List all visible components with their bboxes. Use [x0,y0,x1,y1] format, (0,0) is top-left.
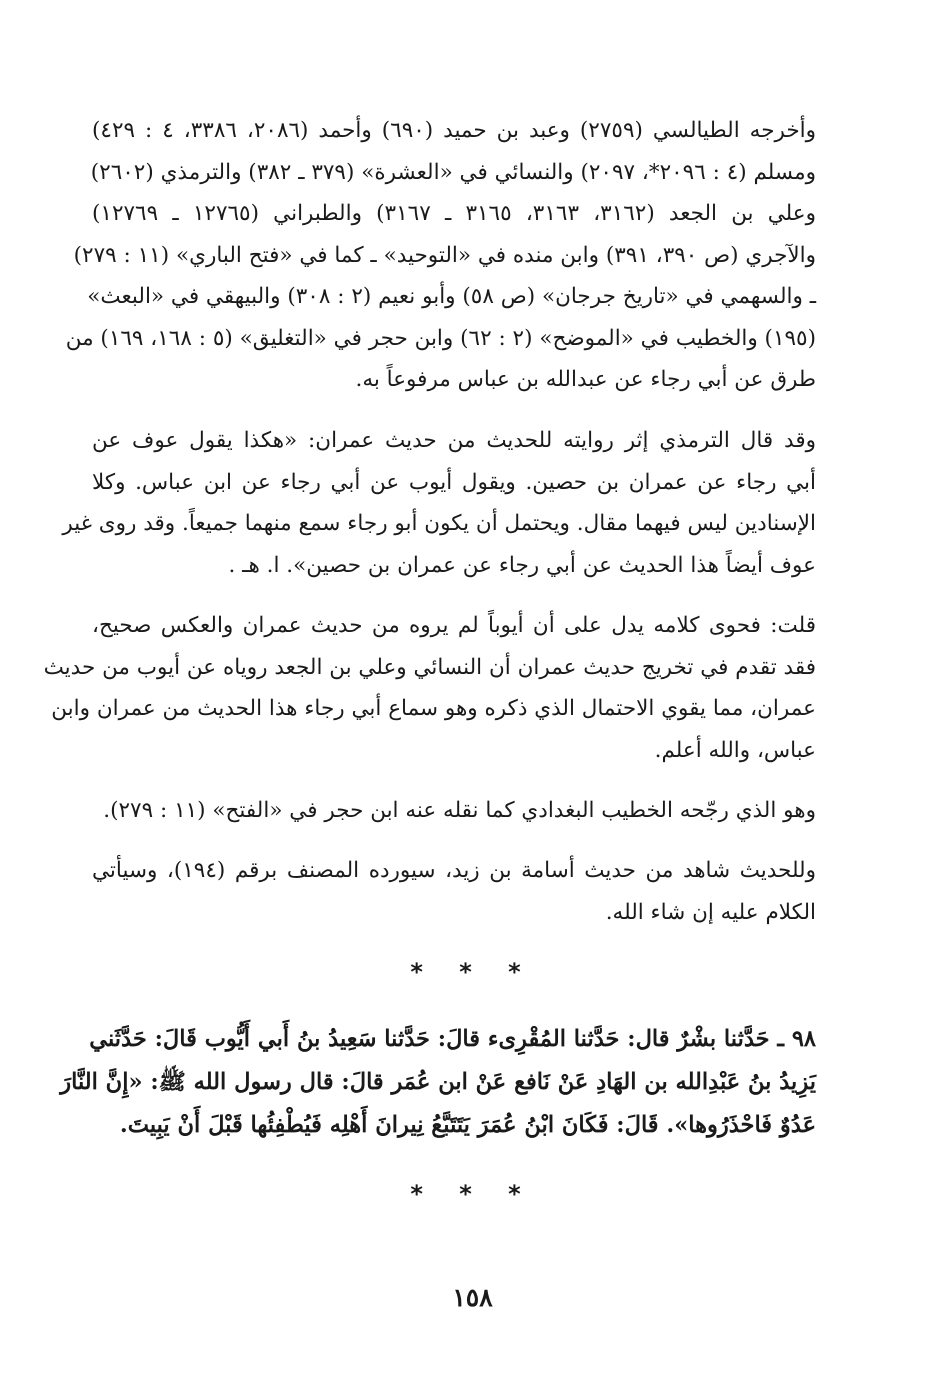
qult-line: قلت: فحوى كلامه يدل على أن أيوباً لم يروه من حديث عمران والعكس صحيح، [92,613,816,638]
tirmidhi-line: عوف أيضاً هذا الحديث عن أبي رجاء عن عمران بن حصين». ا. هـ . [228,552,816,578]
section-separator-bottom: * * * [410,1180,535,1208]
takhrij-line: وعلي بن الجعد (٣١٦٢، ٣١٦٣، ٣١٦٥ ـ ٣١٦٧) والطبراني (١٢٧٦٥ ـ ١٢٧٦٩) [92,201,816,226]
takhrij-line: والآجري (ص ٣٩٠، ٣٩١) وابن منده في «التوحيد» ـ كما في «فتح الباري» (١١ : ٢٧٩) [73,242,816,268]
takhrij-paragraph [65,110,817,401]
khatib-line: وهو الذي رجّحه الخطيب البغدادي كما نقله عنه ابن حجر في «الفتح» (١١ : ٢٧٩). [103,798,816,823]
qult-line: فقد تقدم في تخريج حديث عمران أن النسائي وعلي بن الجعد روياه عن أيوب من حديث [43,654,816,680]
shahid-line: وللحديث شاهد من حديث أسامة بن زيد، سيورده المصنف برقم (١٩٤)، وسيأتي [92,858,816,883]
shahid-line: الكلام عليه إن شاء الله. [605,899,816,925]
tirmidhi-line: أبي رجاء عن عمران بن حصين. ويقول أيوب عن أبي رجاء عن ابن عباس. وكلا [92,469,816,495]
hadith-line: عَدُوٌ فَاحْذَرُوها». قَالَ: فَكَانَ ابْنُ عُمَرَ يَتَتَبَّعُ نِيرانَ أَهْلِه فَيُطْفِئُها قَبْلَ أَنْ يَبِيتَ. [119,1112,816,1138]
hadith-line: ٩٨ ـ حَدَّثنا بشْرٌ قال: حَدَّثنا المُقْرِىء قالَ: حَدَّثنا سَعِيدُ بنُ أَبي أَيُّوب قَالَ: حَدَّثَني [89,1026,816,1052]
tirmidhi-line: الإسنادين ليس فيهما مقال. ويحتمل أن يكون أبو رجاء سمع منهما جميعاً. وقد روى غير [62,511,816,536]
section-separator: * * * [410,958,535,986]
tirmidhi-paragraph [62,420,816,586]
hadith-98-paragraph [60,1018,816,1147]
shahid-paragraph [92,850,816,933]
qult-paragraph [43,605,816,771]
takhrij-line: ـ والسهمي في «تاريخ جرجان» (ص ٥٨) وأبو نعيم (٢ : ٣٠٨) والبيهقي في «البعث» [87,284,816,309]
takhrij-line: (١٩٥) والخطيب في «الموضح» (٢ : ٦٢) وابن حجر في «التغليق» (٥ : ١٦٨، ١٦٩) من [65,325,816,351]
qult-line: عمران، مما يقوي الاحتمال الذي ذكره وهو سماع أبي رجاء هذا الحديث من عمران وابن [51,696,816,721]
hadith-line: يَزِيدُ بنُ عَبْدِالله بن الهَادِ عَنْ نَافع عَنْ ابن عُمَر قالَ: قال رسول الله ﷺ: «إِنَّ النَّارَ [60,1069,816,1095]
takhrij-line: ومسلم (٤ : ٢٠٩٦*، ٢٠٩٧) والنسائي في «العشرة» (٣٧٩ ـ ٣٨٢) والترمذي (٢٦٠٢) [90,159,816,185]
khatib-paragraph [92,790,816,832]
takhrij-line: طرق عن أبي رجاء عن عبدالله بن عباس مرفوعاً به. [355,367,816,392]
takhrij-line: وأخرجه الطيالسي (٢٧٥٩) وعبد بن حميد (٦٩٠) وأحمد (٢٠٨٦، ٣٣٨٦، ٤ : ٤٢٩) [92,118,817,143]
tirmidhi-line: وقد قال الترمذي إثر روايته للحديث من حديث عمران: «هكذا يقول عوف عن [92,428,816,453]
page-number: ١٥٨ [452,1283,493,1312]
qult-line: عباس، والله أعلم. [654,737,816,763]
